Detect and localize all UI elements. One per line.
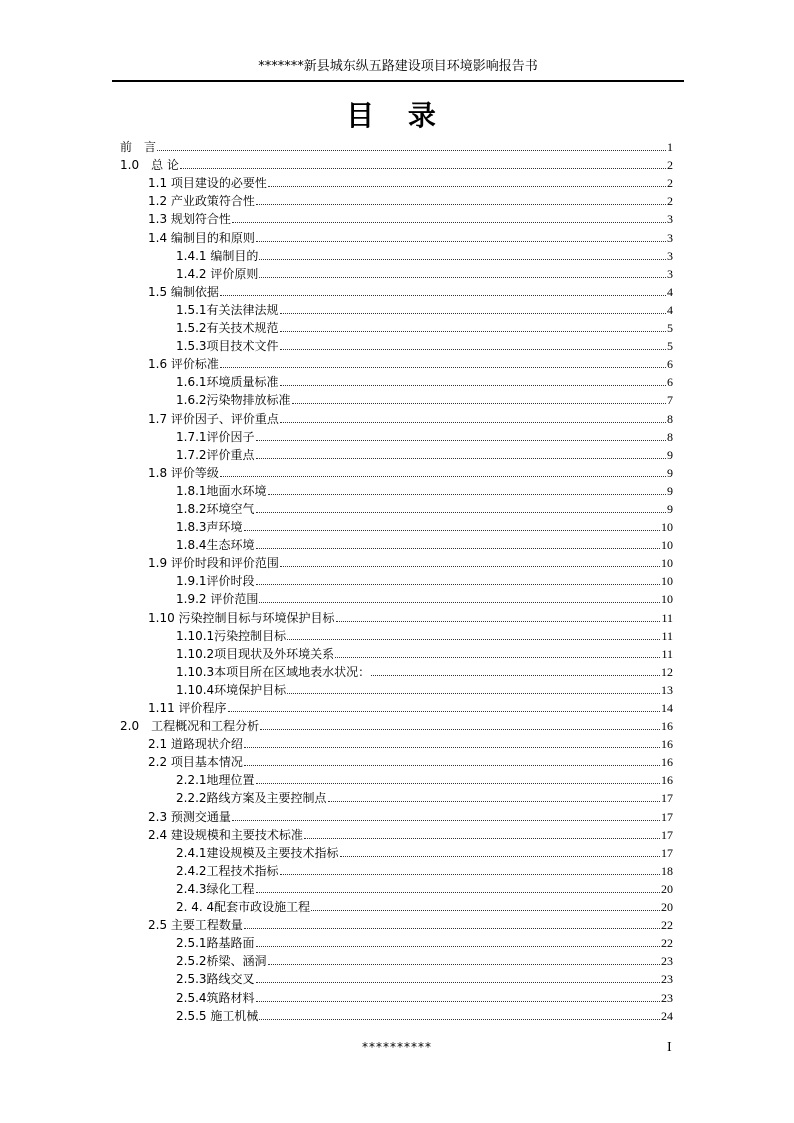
toc-entry[interactable] [120,751,673,769]
toc-entry[interactable] [120,787,673,805]
toc-entry-label: 2.5.4筑路材料 [176,990,255,1005]
toc-entry-page: 9 [667,465,673,480]
toc-entry-label: 2.4.2工程技术指标 [176,863,279,878]
toc-entry-page: 16 [661,737,673,752]
toc-entry-label: 1.10.1污染控制目标 [176,628,287,643]
toc-entry-page: 22 [661,918,673,933]
toc-entry[interactable] [120,679,673,697]
toc-entry[interactable] [120,172,673,190]
toc-entry-page: 23 [661,972,673,987]
toc-entry[interactable] [120,932,673,950]
toc-entry-label: 1.8 评价等级 [148,465,219,480]
toc-leader-dots [280,566,660,567]
toc-entry[interactable] [120,462,673,480]
toc-entry-page: 14 [661,701,673,715]
toc-leader-dots [256,440,666,441]
toc-entry[interactable] [120,715,673,733]
toc-leader-dots [287,639,660,640]
toc-entry-label: 1.8.2环境空气 [176,501,255,516]
toc-leader-dots [256,892,660,893]
toc-entry[interactable] [120,842,673,860]
toc-leader-dots [256,946,660,947]
toc-entry-page: 16 [661,755,673,770]
toc-entry-page: 24 [661,1008,673,1023]
toc-entry[interactable] [120,1005,673,1023]
toc-entry-label: 1.11 评价程序 [148,701,227,715]
toc-entry-label: 2.4 建设规模和主要技术标准 [148,827,303,842]
toc-entry[interactable] [120,733,673,751]
toc-leader-dots [340,856,660,857]
toc-entry[interactable] [120,625,673,643]
toc-entry-page: 23 [661,954,673,969]
toc-entry-label: 1.4.2 评价原则 [176,266,259,281]
toc-entry[interactable] [120,281,673,299]
toc-leader-dots [232,222,666,223]
toc-leader-dots [232,820,660,821]
toc-entry-page: 10 [661,556,673,571]
toc-entry-page: 9 [667,447,673,462]
toc-leader-dots [280,422,666,423]
toc-entry[interactable] [120,263,673,281]
toc-entry[interactable] [120,914,673,932]
toc-leader-dots [268,494,666,495]
toc-leader-dots [256,982,660,983]
toc-entry[interactable] [120,878,673,896]
toc-entry-label: 1.7.1评价因子 [176,429,255,444]
toc-entry-page: 11 [661,628,673,643]
toc-entry-page: 10 [661,574,673,589]
toc-entry[interactable] [120,389,673,407]
toc-entry[interactable] [120,986,673,1004]
toc-entry[interactable] [120,335,673,353]
toc-entry-page: 11 [661,610,673,625]
toc-entry-page: 7 [667,393,673,408]
toc-leader-dots [244,747,660,748]
toc-entry-page: 20 [661,881,673,896]
toc-leader-dots [228,711,660,712]
toc-entry-page: 3 [667,266,673,281]
toc-entry[interactable] [120,661,673,679]
toc-entry-page: 5 [667,321,673,336]
toc-entry[interactable] [120,570,673,588]
toc-leader-dots [256,458,666,459]
toc-entry-page: 18 [661,863,673,878]
toc-entry-label: 2. 4. 4配套市政设施工程 [176,900,311,915]
footer-mark: ********** [362,1040,432,1054]
toc-entry[interactable] [120,353,673,371]
toc-entry[interactable] [120,426,673,444]
toc-leader-dots [180,168,666,169]
toc-leader-dots [220,367,666,368]
toc-entry-page: 12 [661,664,673,679]
toc-entry-page: 23 [661,990,673,1005]
toc-entry[interactable] [120,154,673,172]
toc-entry-page: 11 [661,646,673,661]
toc-entry-label: 1.7 评价因子、评价重点 [148,411,279,426]
toc-entry-label: 1.6 评价标准 [148,357,219,372]
toc-entry-label: 2.3 预测交通量 [148,809,231,824]
footer-page-number: I [667,1040,672,1055]
toc-entry[interactable] [120,245,673,263]
toc-leader-dots [259,1019,660,1020]
toc-entry[interactable] [120,190,673,208]
toc-entry[interactable] [120,805,673,823]
toc-entry-label: 1.8.4生态环境 [176,538,255,553]
toc-leader-dots [260,729,660,730]
toc-entry-page: 2 [667,176,673,191]
toc-leader-dots [336,621,661,622]
toc-entry-label: 1.8.3声环境 [176,520,243,535]
toc-entry-label: 1.0 总 论 [120,158,179,173]
toc-leader-dots [259,277,666,278]
toc-leader-dots [335,657,660,658]
toc-entry[interactable] [120,226,673,244]
toc-entry[interactable] [120,769,673,787]
toc-entry-page: 3 [667,230,673,245]
toc-entry-label: 1.7.2评价重点 [176,447,255,462]
toc-leader-dots [244,928,660,929]
toc-leader-dots [256,512,666,513]
toc-entry-page: 5 [667,339,673,354]
toc-entry[interactable] [120,444,673,462]
toc-entry[interactable] [120,208,673,226]
header-rule [112,80,684,82]
running-header: *******新县城东纵五路建设项目环境影响报告书 [258,59,538,74]
toc-entry-label: 2.2.1地理位置 [176,773,255,788]
toc-leader-dots [256,204,666,205]
toc-entry-label: 1.5.3项目技术文件 [176,339,279,354]
toc-leader-dots [244,765,660,766]
toc-entry-page: 6 [667,375,673,390]
toc-entry-label: 1.5.1有关法律法规 [176,302,279,317]
table-of-contents [120,136,673,1023]
toc-entry-page: 16 [661,773,673,788]
toc-entry[interactable] [120,480,673,498]
toc-entry-label: 2.5.1路基路面 [176,936,255,951]
toc-entry-label: 2.5.2桥梁、涵洞 [176,954,267,969]
toc-entry[interactable] [120,498,673,516]
toc-entry-label: 1.6.1环境质量标准 [176,375,279,390]
toc-entry-page: 10 [661,592,673,607]
toc-entry-label: 1.10.4环境保护目标 [176,682,287,697]
toc-entry-label: 1.9.2 评价范围 [176,592,259,607]
toc-leader-dots [328,801,660,802]
toc-entry-label: 2.4.3绿化工程 [176,881,255,896]
toc-entry[interactable] [120,950,673,968]
toc-entry-label: 2.5 主要工程数量 [148,918,243,933]
toc-leader-dots [259,602,660,603]
toc-leader-dots [220,476,666,477]
toc-entry[interactable] [120,824,673,842]
toc-leader-dots [268,964,660,965]
toc-entry-page: 13 [661,682,673,697]
toc-entry[interactable] [120,643,673,661]
toc-entry-label: 2.2 项目基本情况 [148,755,243,770]
toc-leader-dots [280,331,666,332]
toc-leader-dots [256,584,660,585]
toc-entry-page: 9 [667,501,673,516]
toc-entry-label: 1.8.1地面水环境 [176,483,267,498]
toc-leader-dots [268,186,666,187]
toc-entry[interactable] [120,896,673,914]
toc-entry-label: 1.10.3本项目所在区域地表水状况： [176,664,371,679]
toc-entry-label: 1.10 污染控制目标与环境保护目标 [148,610,335,625]
toc-leader-dots [280,385,666,386]
toc-entry-page: 10 [661,538,673,553]
toc-entry-label: 1.5.2有关技术规范 [176,321,279,336]
toc-entry[interactable] [120,552,673,570]
toc-entry-label: 2.2.2路线方案及主要控制点 [176,791,327,806]
toc-entry-label: 2.4.1建设规模及主要技术指标 [176,845,339,860]
toc-leader-dots [304,838,660,839]
toc-entry-label: 1.9.1评价时段 [176,574,255,589]
toc-entry-label: 1.3 规划符合性 [148,212,231,227]
toc-entry-page: 16 [661,719,673,734]
toc-entry-label: 2.0 工程概况和工程分析 [120,719,260,734]
toc-entry-page: 17 [661,809,673,824]
toc-entry-page: 9 [667,483,673,498]
toc-entry-page: 6 [667,357,673,372]
toc-leader-dots [244,530,660,531]
toc-entry-label: 2.5.5 施工机械 [176,1008,259,1023]
toc-leader-dots [311,910,660,911]
toc-entry-page: 4 [667,302,673,317]
toc-leader-dots [256,1001,660,1002]
toc-entry-page: 17 [661,791,673,806]
toc-entry-label: 2.1 道路现状介绍 [148,737,243,752]
toc-leader-dots [157,150,666,151]
toc-entry[interactable] [120,407,673,425]
toc-entry[interactable] [120,534,673,552]
toc-leader-dots [287,693,660,694]
toc-entry-page: 17 [661,827,673,842]
toc-entry-page: 4 [667,284,673,299]
toc-entry-label: 1.1 项目建设的必要性 [148,176,267,191]
toc-entry[interactable] [120,136,673,154]
toc-entry-page: 20 [661,900,673,915]
toc-entry-label: 1.10.2项目现状及外环境关系 [176,646,335,661]
toc-entry[interactable] [120,371,673,389]
toc-entry[interactable] [120,968,673,986]
toc-entry-page: 22 [661,936,673,951]
toc-entry[interactable] [120,317,673,335]
toc-entry-page: 10 [661,520,673,535]
toc-entry-label: 前 言 [120,140,157,155]
toc-entry[interactable] [120,299,673,317]
toc-entry[interactable] [120,697,673,715]
toc-leader-dots [292,403,666,404]
toc-entry-label: 1.4 编制目的和原则 [148,230,255,245]
toc-leader-dots [256,548,660,549]
toc-entry-page: 2 [667,158,673,173]
toc-leader-dots [280,874,660,875]
page-title: 目 录 [346,99,448,132]
toc-entry[interactable] [120,860,673,878]
toc-entry-label: 1.6.2污染物排放标准 [176,393,291,408]
toc-entry[interactable] [120,588,673,606]
toc-entry-page: 8 [667,411,673,426]
toc-entry-label: 1.9 评价时段和评价范围 [148,556,279,571]
toc-leader-dots [280,349,666,350]
toc-leader-dots [220,295,666,296]
toc-entry-label: 1.2 产业政策符合性 [148,194,255,209]
toc-entry-page: 8 [667,429,673,444]
toc-leader-dots [280,313,666,314]
toc-entry[interactable] [120,516,673,534]
toc-leader-dots [256,783,660,784]
toc-entry-page: 3 [667,248,673,263]
toc-entry[interactable] [120,606,673,624]
toc-entry-page: 3 [667,212,673,227]
toc-entry-page: 2 [667,194,673,209]
toc-entry-label: 1.5 编制依据 [148,284,219,299]
toc-leader-dots [259,259,666,260]
toc-leader-dots [371,675,660,676]
toc-leader-dots [256,241,666,242]
toc-entry-page: 1 [667,140,673,155]
toc-entry-label: 1.4.1 编制目的 [176,248,259,263]
toc-entry-label: 2.5.3路线交叉 [176,972,255,987]
toc-entry-page: 17 [661,845,673,860]
